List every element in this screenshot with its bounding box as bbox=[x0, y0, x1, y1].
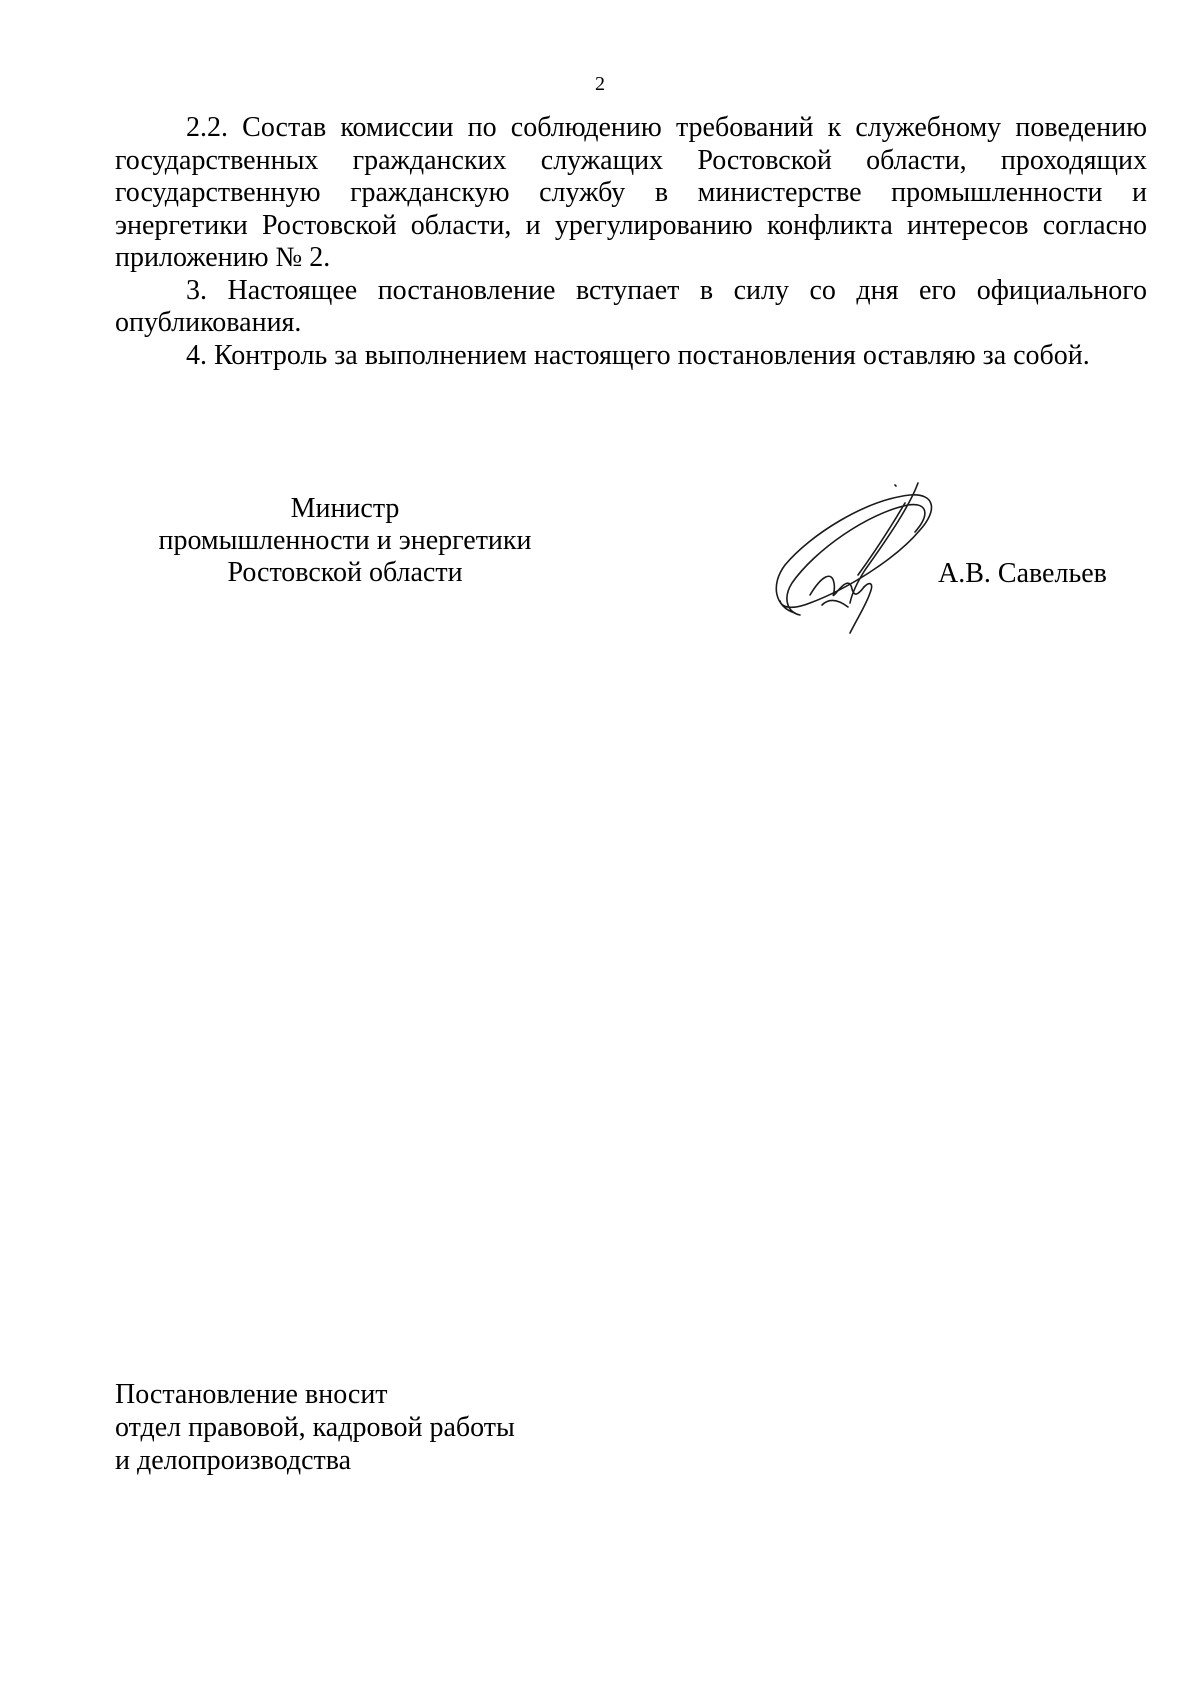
signatory-title-line: Ростовской области bbox=[227, 557, 463, 588]
submitted-by-line: отдел правовой, кадровой работы bbox=[115, 1412, 515, 1443]
document-body bbox=[115, 112, 1147, 372]
submitted-by-line: и делопроизводства bbox=[115, 1445, 352, 1476]
paragraph-4: 4. Контроль за выполнением настоящего постановления оставляю за собой. bbox=[186, 339, 1090, 371]
paragraph-3: 3. Настоящее постановление вступает в силу со дня его официального опубликования. bbox=[115, 274, 1147, 338]
paragraph-2-2: 2.2. Состав комиссии по соблюдению требований к служебному поведению государственных гражданских служащих Ростовской области, проходящих государственную гражданскую службу в министерстве промышленности и энергетики Ростовской области, и урегулированию конфликта интересов согласно приложению № 2. bbox=[115, 112, 1147, 273]
submitted-by-line: Постановление вносит bbox=[115, 1379, 388, 1410]
page-number: 2 bbox=[595, 73, 605, 95]
signatory-title bbox=[145, 493, 545, 589]
handwritten-signature-icon bbox=[770, 475, 945, 640]
signatory-title-line: Министр bbox=[290, 493, 400, 524]
signatory-title-line: промышленности и энергетики bbox=[158, 525, 532, 556]
submitted-by-note bbox=[115, 1378, 515, 1477]
signatory-name: А.В. Савельев bbox=[938, 558, 1107, 589]
